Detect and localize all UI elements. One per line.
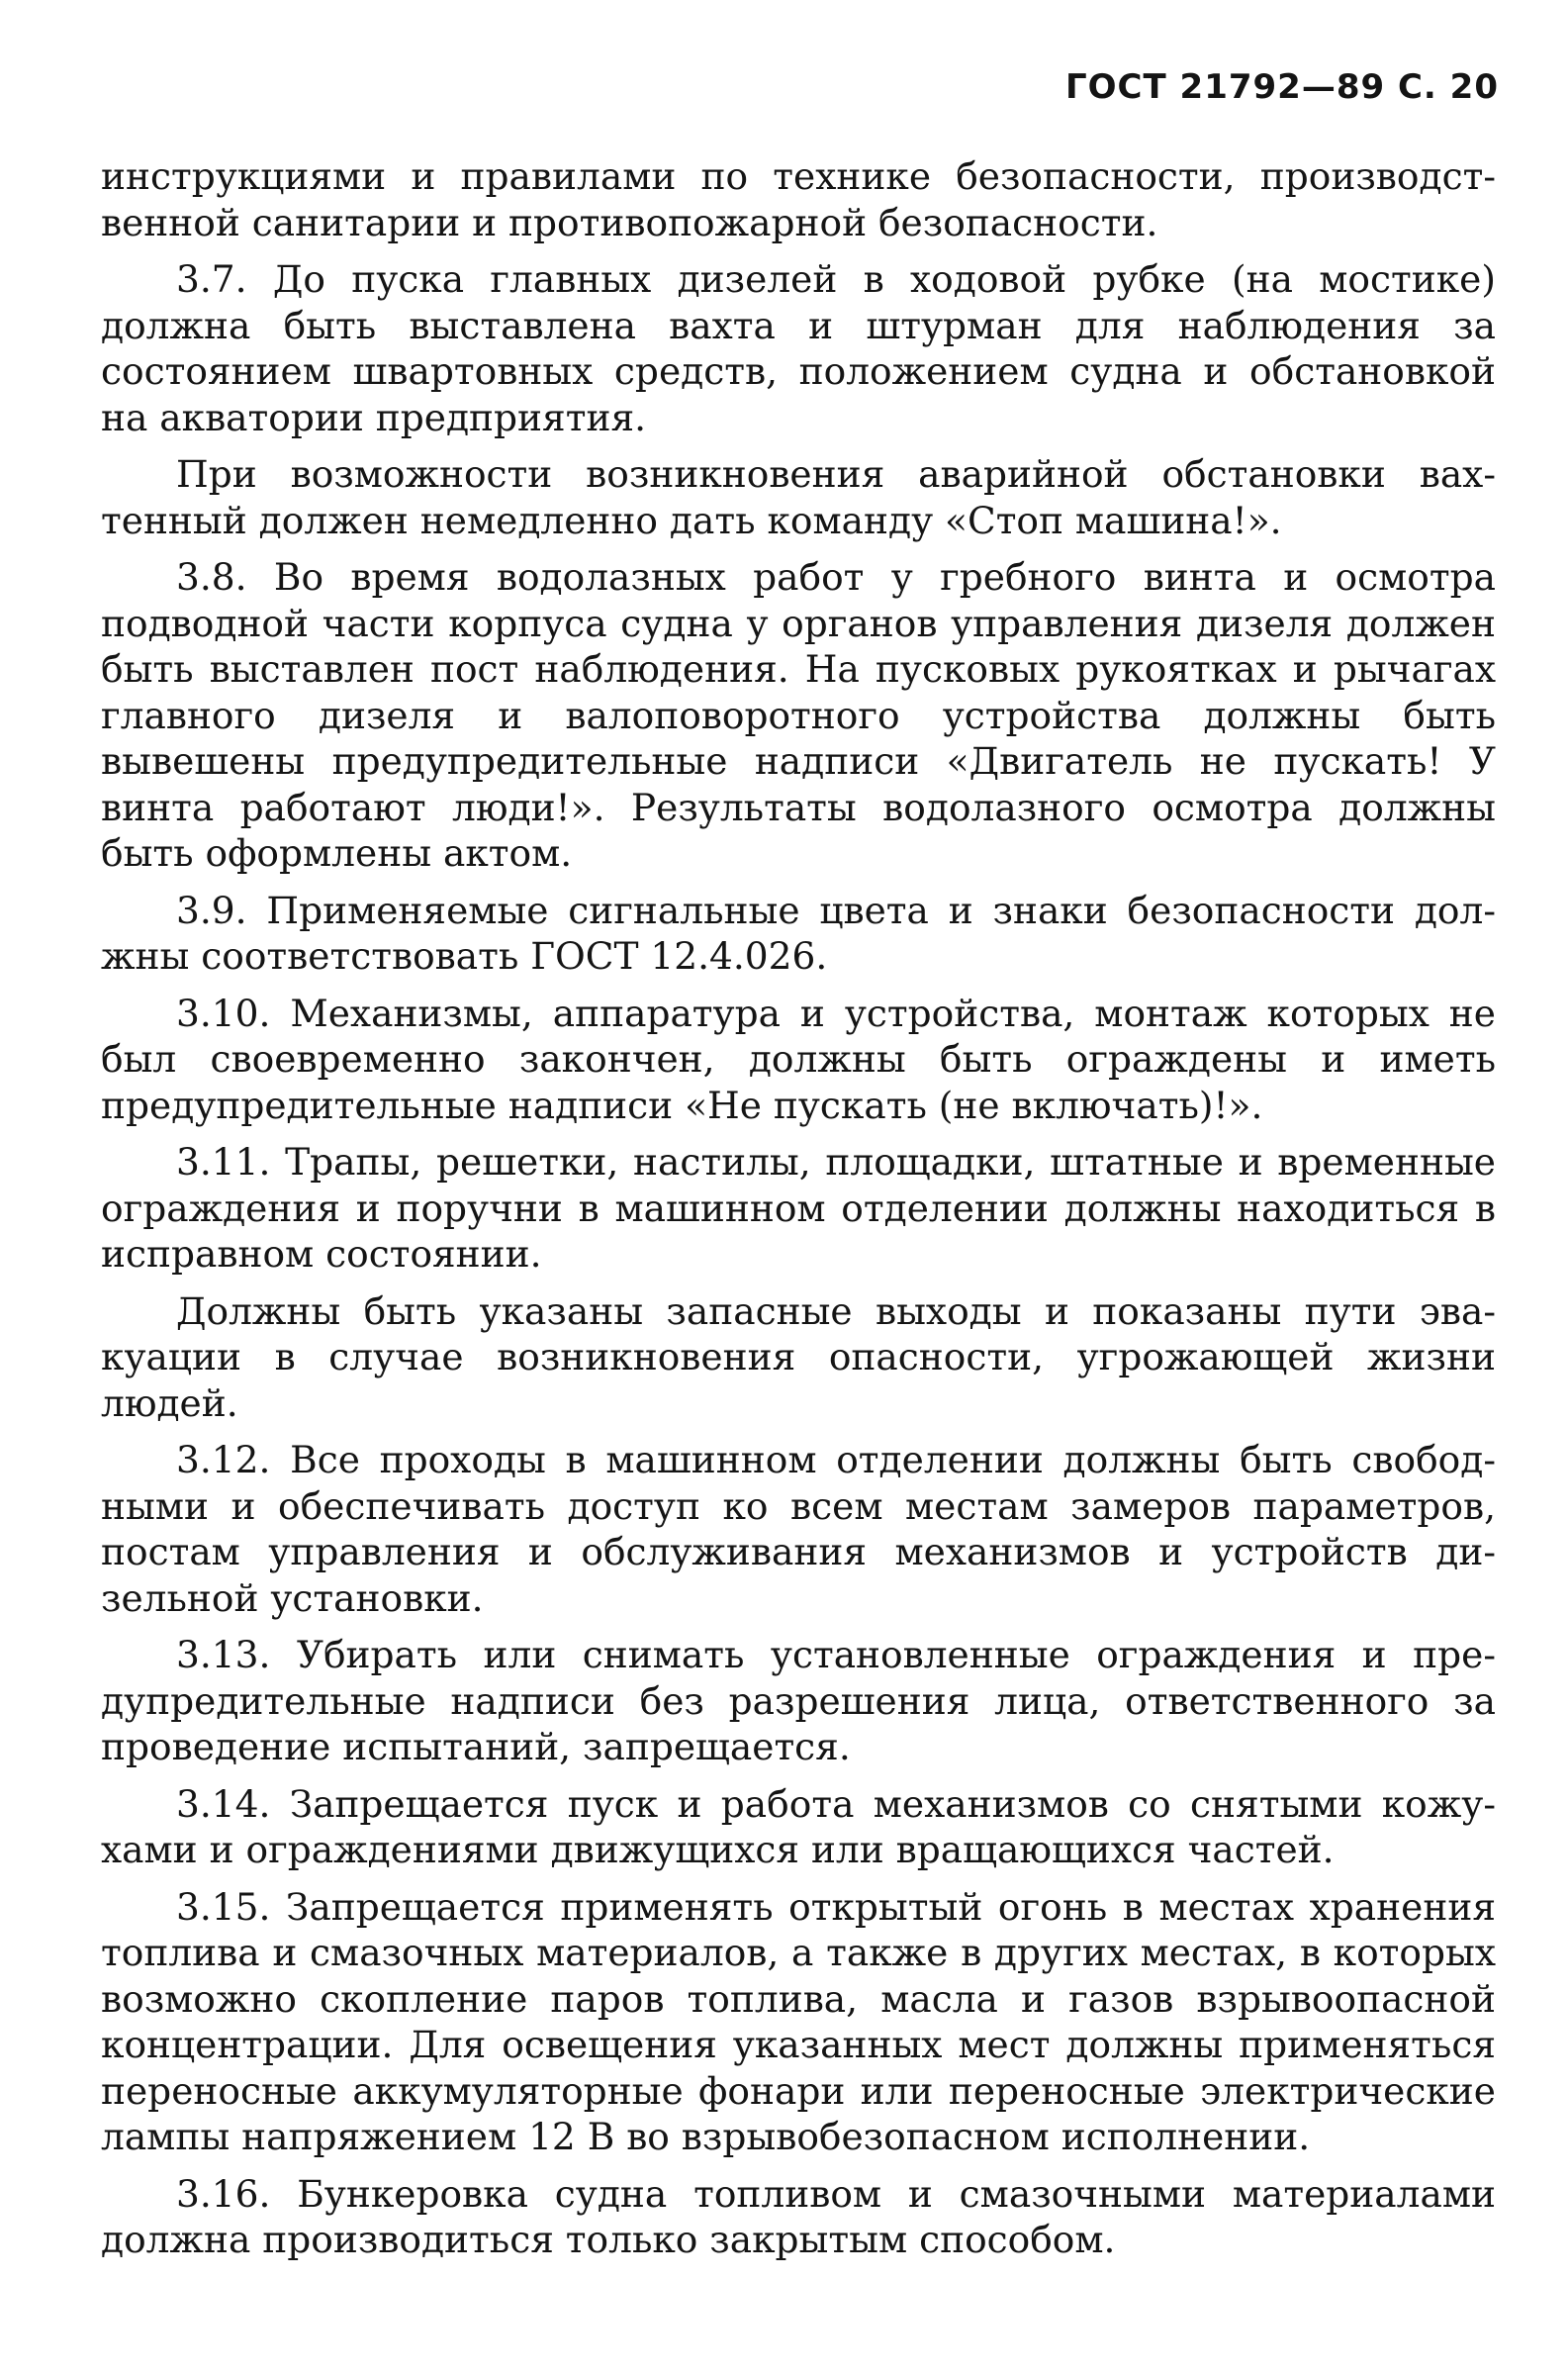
paragraph-3-7-emergency: При возможности возникновения аварийной обстановки вахтенный должен немедленно дать команду «Стоп машина!». — [101, 452, 1496, 542]
paragraph-3-8: 3.8. Во время водолазных работ у гребного винта и осмотра подводной части корпуса судна у органов управления дизеля должен быть выставлен пост наблюдения. На пусковых рукоятках и рычагах главного дизеля и валоповоротного устройства должны быть вывешены предупредительные надписи «Двигатель не пускать! У винта работают люди!». Результаты водолазного осмотра должны быть оформлены актом. — [101, 555, 1496, 875]
paragraph-3-9: 3.9. Применяемые сигнальные цвета и знаки безопасности должны соответствовать ГОСТ 12.4.026. — [101, 888, 1496, 978]
paragraph-continuation: инструкциями и правилами по технике безопасности, производственной санитарии и противопожарной безопасности. — [101, 154, 1496, 244]
paragraph-3-7: 3.7. До пуска главных дизелей в ходовой рубке (на мостике) должна быть выставлена вахта и штурман для наблюдения за состоянием швартовных средств, положением судна и обстановкой на акватории предприятия. — [101, 257, 1496, 439]
paragraph-3-13: 3.13. Убирать или снимать установленные ограждения и предупредительные надписи без разрешения лица, ответственного за проведение испытаний, запрещается. — [101, 1633, 1496, 1768]
paragraph-3-12: 3.12. Все проходы в машинном отделении должны быть свободными и обеспечивать доступ ко всем местам замеров параметров, постам управления и обслуживания механизмов и устройств дизельной установки. — [101, 1438, 1496, 1620]
paragraph-3-11: 3.11. Трапы, решетки, настилы, площадки, штатные и временные ограждения и поручни в машинном отделении должны находиться в исправном состоянии. — [101, 1140, 1496, 1276]
paragraph-3-11-exits: Должны быть указаны запасные выходы и показаны пути эвакуации в случае возникновения опасности, угрожающей жизни людей. — [101, 1288, 1496, 1425]
paragraph-3-10: 3.10. Механизмы, аппаратура и устройства, монтаж которых не был своевременно закончен, должны быть ограждены и иметь предупредительные надписи «Не пускать (не включать)!». — [101, 991, 1496, 1127]
document-body — [101, 153, 1496, 2274]
paragraph-3-15: 3.15. Запрещается применять открытый огонь в местах хранения топлива и смазочных материалов, а также в других местах, в которых возможно скопление паров топлива, масла и газов взрывоопасной концентрации. Для освещения указанных мест должны применяться переносные аккумуляторные фонари или переносные электрические лампы напряжением 12 В во взрывобезопасном исполнении. — [101, 1884, 1496, 2158]
paragraph-3-14: 3.14. Запрещается пуск и работа механизмов со снятыми кожухами и ограждениями движущихся или вращающихся частей. — [101, 1781, 1496, 1871]
paragraph-3-16: 3.16. Бункеровка судна топливом и смазочными материалами должна производиться только закрытым способом. — [101, 2171, 1496, 2261]
page-header-doc-ref: ГОСТ 21792—89 С. 20 — [1064, 67, 1499, 107]
